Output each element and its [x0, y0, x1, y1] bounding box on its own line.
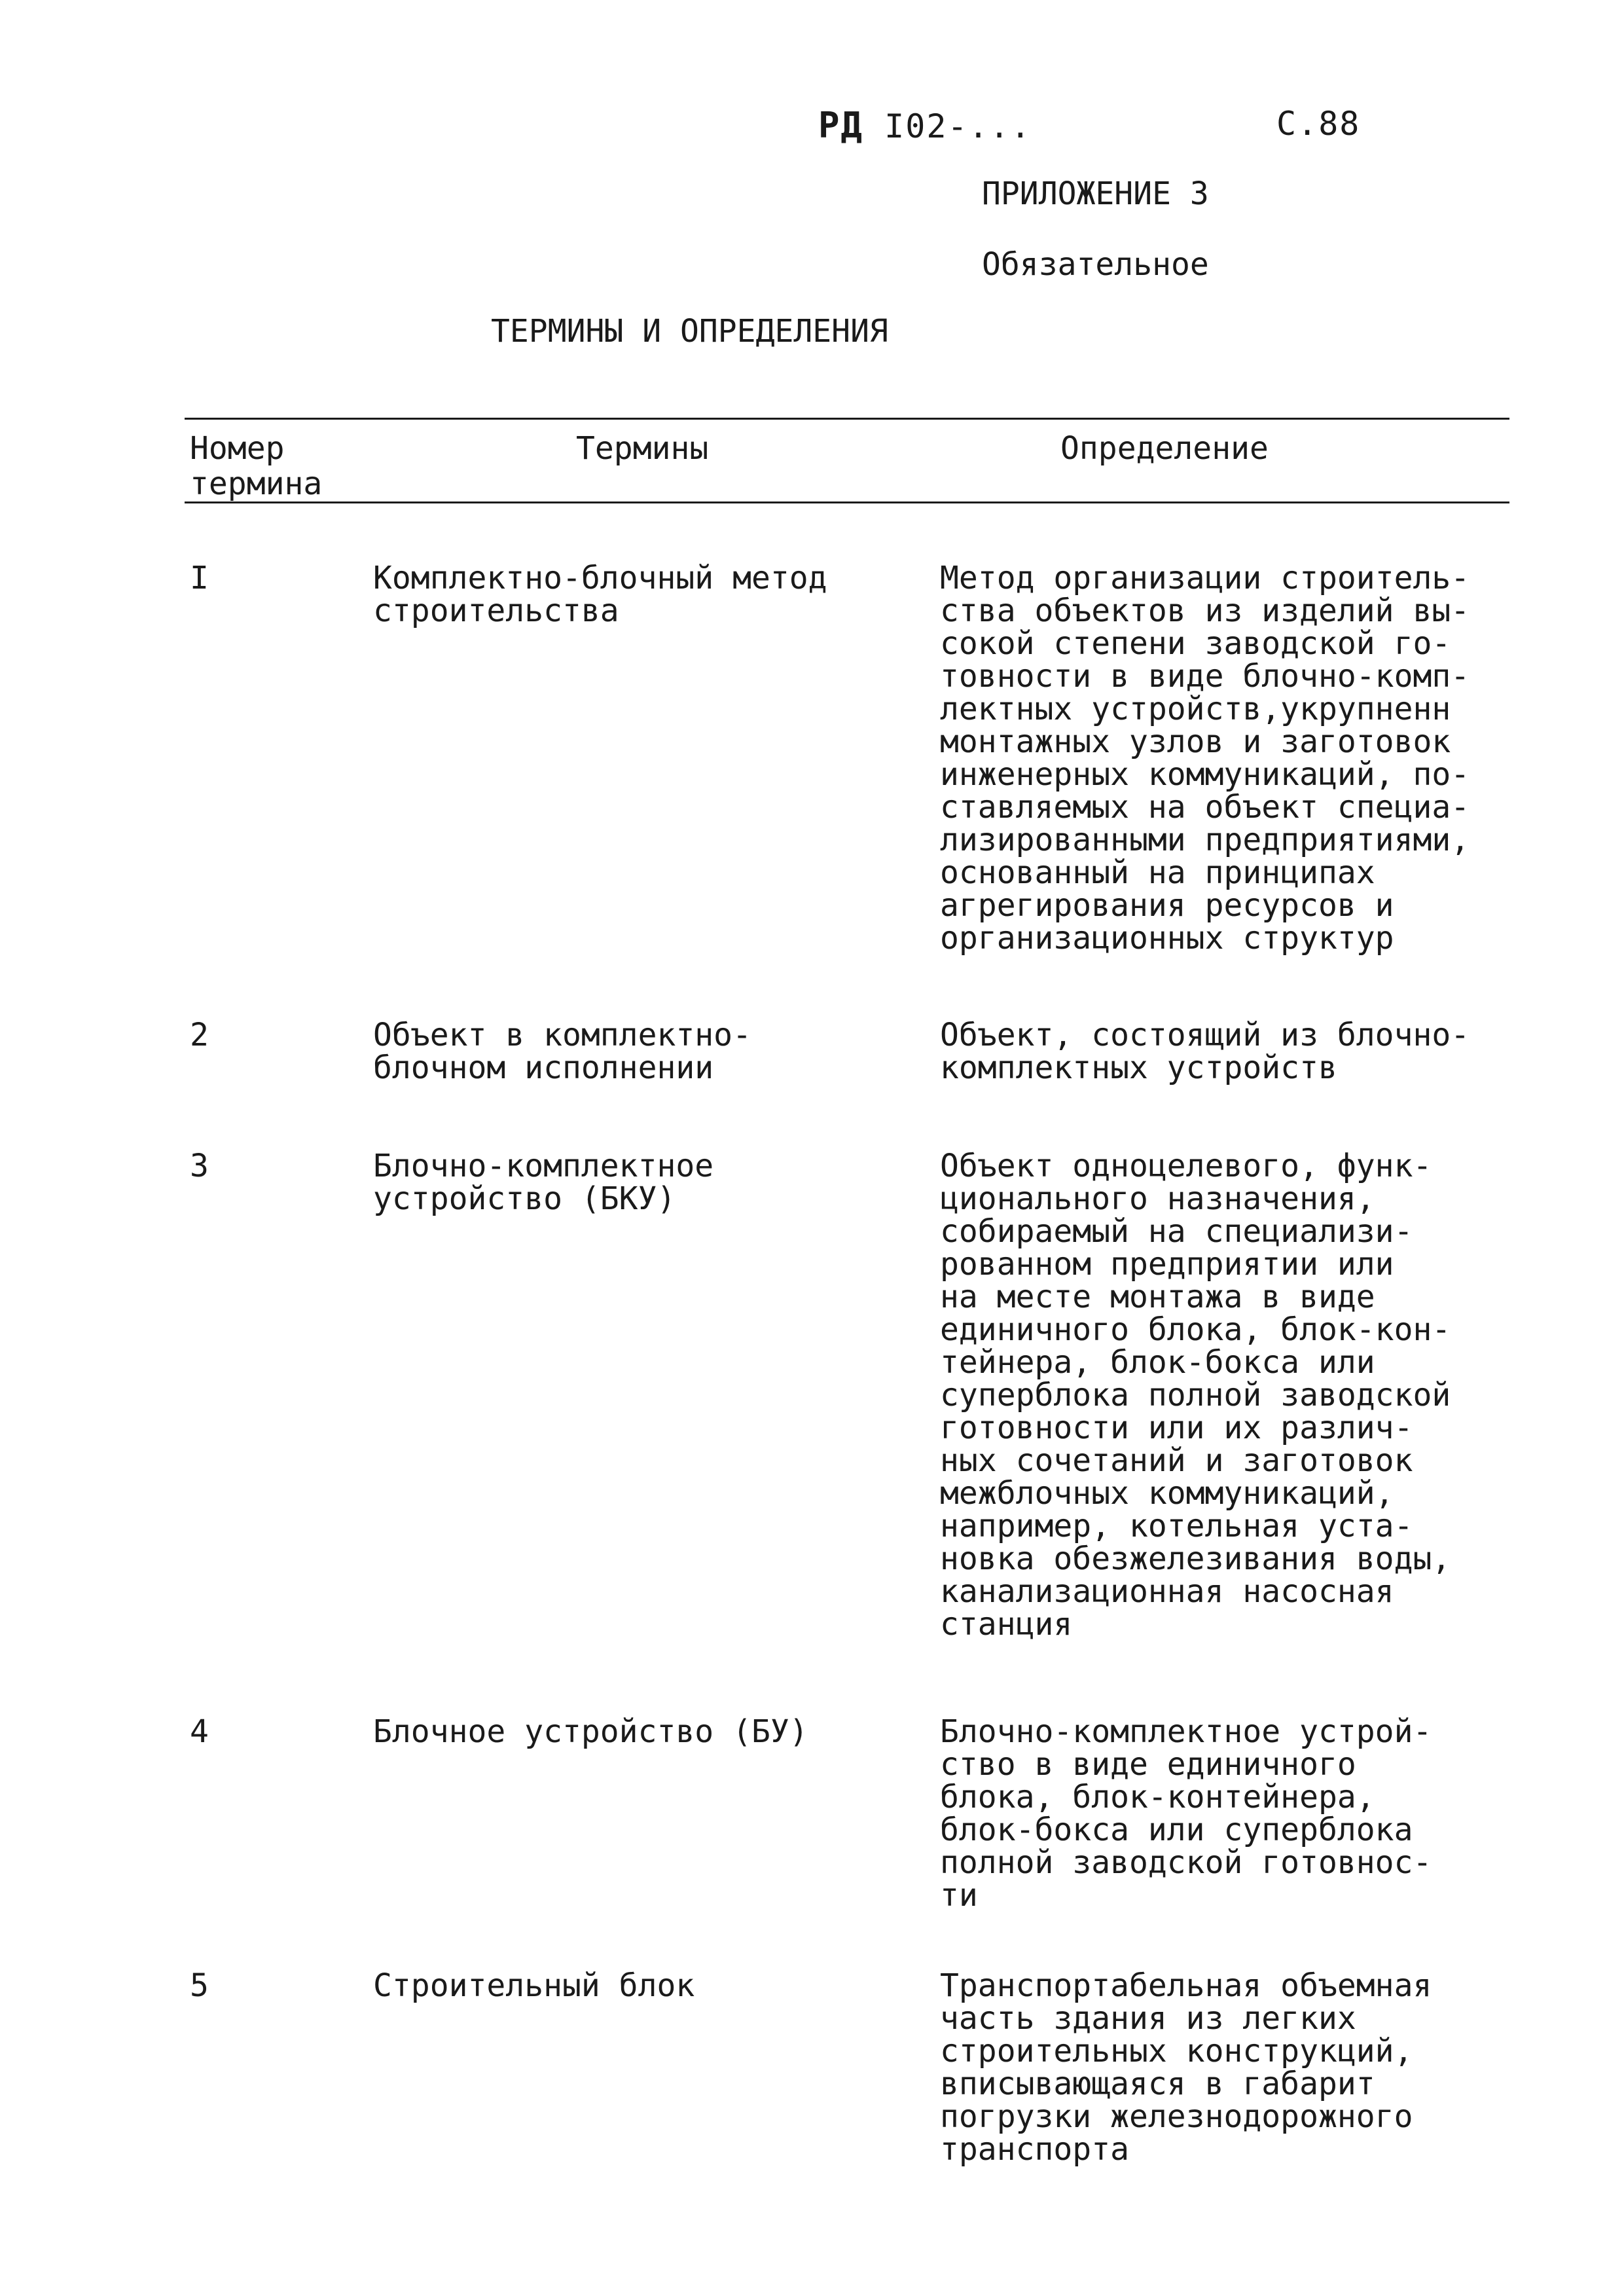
term-number: 5 [190, 1967, 209, 2004]
term-name: Блочно-комплектное устройство (БКУ) [373, 1148, 714, 1217]
document-code-suffix: I02-... [863, 107, 1032, 145]
term-number: 4 [190, 1713, 209, 1750]
term-number: 2 [190, 1017, 209, 1053]
term-name: Строительный блок [373, 1967, 695, 2004]
document-code-prefix: РД [818, 105, 864, 146]
term-name: Блочное устройство (БУ) [373, 1713, 808, 1750]
term-definition: Объект, состоящий из блочно- комплектных устройств [940, 1017, 1470, 1086]
appendix-label: ПРИЛОЖЕНИЕ 3 [982, 175, 1209, 212]
page-number: С.88 [1276, 105, 1361, 143]
term-definition: Транспортабельная объемная часть здания из легких строительных конструкций, вписывающаяся в габарит погрузки железнодорожного транспорта [940, 1967, 1432, 2168]
term-number: I [190, 560, 209, 596]
appendix-status: Обязательное [982, 246, 1209, 283]
table-header-rule [185, 501, 1509, 503]
column-header-definition: Определение [1060, 430, 1269, 467]
column-header-term: Термины [576, 430, 709, 467]
document-code [818, 105, 1032, 146]
term-definition: Блочно-комплектное устрой- ство в виде единичного блока, блок-контейнера, блок-бокса или суперблока полной заводской готовнос- ти [940, 1713, 1432, 1914]
term-definition: Метод организации строитель- ства объектов из изделий вы- сокой степени заводской го- товности в виде блочно-комп- лектных устройств,укрупненн монтажных узлов и заготовок инженерных коммуникаций, по- ставляемых на объект специа- лизированными предприятиями, основанный на принципах агрегирования ресурсов и организационных структур [940, 560, 1470, 957]
term-name: Объект в комплектно- блочном исполнении [373, 1017, 751, 1086]
term-number: 3 [190, 1148, 209, 1184]
table-top-rule [185, 418, 1509, 420]
page-title: ТЕРМИНЫ И ОПРЕДЕЛЕНИЯ [491, 313, 888, 350]
term-definition: Объект одноцелевого, функ- ционального назначения, собираемый на специализи- рованном предприятии или на месте монтажа в виде единичного блока, блок-кон- тейнера, блок-бокса или суперблока полной заводской готовности или их различ- ных сочетаний и заготовок межблочных коммуникаций, например, котельная уста- новка обезжелезивания воды, канализационная насосная станция [940, 1148, 1451, 1643]
term-name: Комплектно-блочный метод строительства [373, 560, 827, 629]
column-header-number: Номер термина [190, 430, 323, 502]
